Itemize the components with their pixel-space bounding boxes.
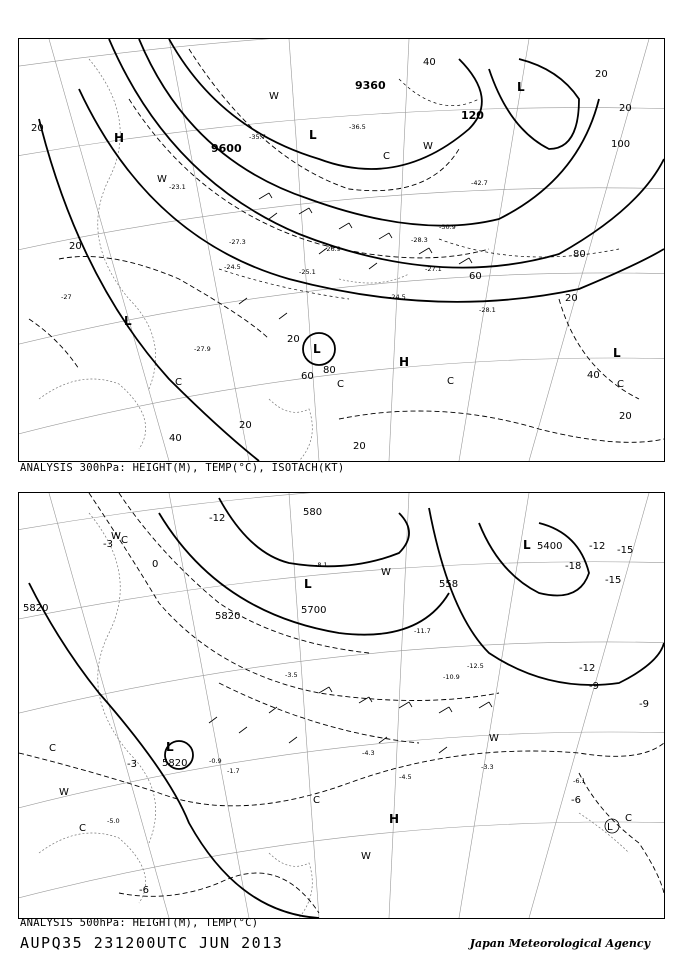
isotach-label: 100 [611,139,631,150]
obs-label: -3.3 [481,763,494,771]
warm-mark: W [423,141,433,152]
isotach-label: 20 [239,420,252,431]
obs-label: -5.0 [107,817,120,825]
isotach-label: 20 [619,103,632,114]
cold-mark: C [175,377,182,388]
temp-contour-label: -3 [103,539,113,550]
temp-contour-label: -9 [589,681,599,692]
height-label: 5820 [162,758,188,769]
warm-mark: W [361,851,371,862]
isotach-label: 20 [69,241,82,252]
temperature-contours-500 [19,493,664,913]
temp-label: -42.7 [471,179,488,187]
warm-mark: W [157,174,167,185]
temp-contour-label: -3 [127,759,137,770]
temp-label: -27.9 [194,345,211,353]
temp-label: -27.1 [425,265,442,273]
temp-label: -36.5 [349,123,366,131]
center-label: L [309,128,317,142]
isotach-label: 20 [619,411,632,422]
obs-label: -4.3 [362,749,375,757]
isotach-label: 40 [169,433,182,444]
obs-label: -4.5 [399,773,412,781]
obs-label: -0.9 [209,757,222,765]
obs-label: -1.7 [227,767,240,775]
isotach-label: 60 [301,371,314,382]
center-label: H [389,812,400,826]
cold-mark: C [49,743,56,754]
obs-label: -10.9 [443,673,460,681]
center-label: L [124,314,132,328]
center-label: L [313,342,321,356]
temp-contour-label: -12 [209,513,226,524]
height-label: 558 [439,579,459,590]
center-label: L [523,538,531,552]
warm-mark: W [381,567,391,578]
agency-credit: Japan Meteorological Agency [469,937,650,950]
isotach-label: 20 [595,69,608,80]
cold-mark: C [121,535,128,546]
temp-contour-label: -12 [579,663,596,674]
height-label: 5400 [537,541,563,552]
warm-mark: W [489,733,499,744]
isotach-label: 20 [565,293,578,304]
cold-mark: C [617,379,624,390]
center-label: H [399,355,410,369]
warm-mark: W [269,91,279,102]
isotach-label: 40 [587,370,600,381]
isotach-label: 20 [31,123,44,134]
height-label: 9360 [355,79,386,92]
temp-label: -28.3 [411,236,428,244]
temp-contour-label: -15 [605,575,622,586]
isotach-label: 20 [287,334,300,345]
temp-label: -24.5 [224,263,241,271]
temp-contour-label: -6 [571,795,581,806]
temp-label: -23.1 [169,183,186,191]
temp-label: -28.1 [479,306,496,314]
isotach-label: 80 [573,249,586,260]
center-label: L [613,346,621,360]
map-panel-500hpa [18,492,665,919]
isotach-label: 40 [423,57,436,68]
isotach-contours-300 [29,49,664,442]
center-label: L [166,740,174,754]
height-label: 5820 [215,611,241,622]
temp-contour-label: 0 [152,559,159,570]
center-label: L [517,80,525,94]
caption-300hpa: ANALYSIS 300hPa: HEIGHT(M), TEMP(°C), ISOTACH(KT) [20,462,345,474]
temp-contour-label: -15 [617,545,634,556]
height-label: 5820 [23,603,49,614]
obs-label: -12.5 [467,662,484,670]
obs-label: -6.1 [573,777,586,785]
cold-mark: C [337,379,344,390]
caption-500hpa: ANALYSIS 500hPa: HEIGHT(M), TEMP(°C) [20,917,259,929]
obs-label: -11.7 [414,627,431,635]
map-panel-300hpa [18,38,665,462]
height-label: 120 [461,109,484,122]
map-300hpa-canvas [19,39,664,461]
temp-label: -25.1 [299,268,316,276]
obs-label: -3.5 [285,671,298,679]
center-label: L [304,577,312,591]
cold-mark: C [313,795,320,806]
cold-mark: C [625,813,632,824]
wind-barbs-300 [239,193,472,319]
temp-label: -35.7 [249,133,266,141]
height-label: 5700 [301,605,327,616]
warm-mark: W [59,787,69,798]
cold-mark: C [447,376,454,387]
obs-label: -8.1 [315,561,328,569]
isotach-label: 60 [469,271,482,282]
height-label: 580 [303,507,323,518]
graticule-500 [19,493,664,918]
isotach-label: 20 [353,441,366,452]
temperature-contours-300 [219,79,619,299]
coastlines-500 [39,513,629,918]
center-label: L [607,822,613,833]
warm-mark: W [111,531,121,542]
temp-label: -26.9 [324,245,341,253]
height-label: 9600 [211,142,242,155]
temp-label: -27.3 [229,238,246,246]
temp-label: -30.9 [439,223,456,231]
temp-label: -27 [61,293,72,301]
cold-mark: C [79,823,86,834]
temp-label: -24.5 [389,293,406,301]
map-500hpa-canvas [19,493,664,918]
temp-contour-label: -12 [589,541,606,552]
cold-mark: C [383,151,390,162]
temp-contour-label: -9 [639,699,649,710]
temp-contour-label: -6 [139,885,149,896]
isotach-label: 80 [323,365,336,376]
chart-code-and-time: AUPQ35 231200UTC JUN 2013 [20,934,284,952]
center-label: H [114,131,125,145]
temp-contour-label: -18 [565,561,582,572]
